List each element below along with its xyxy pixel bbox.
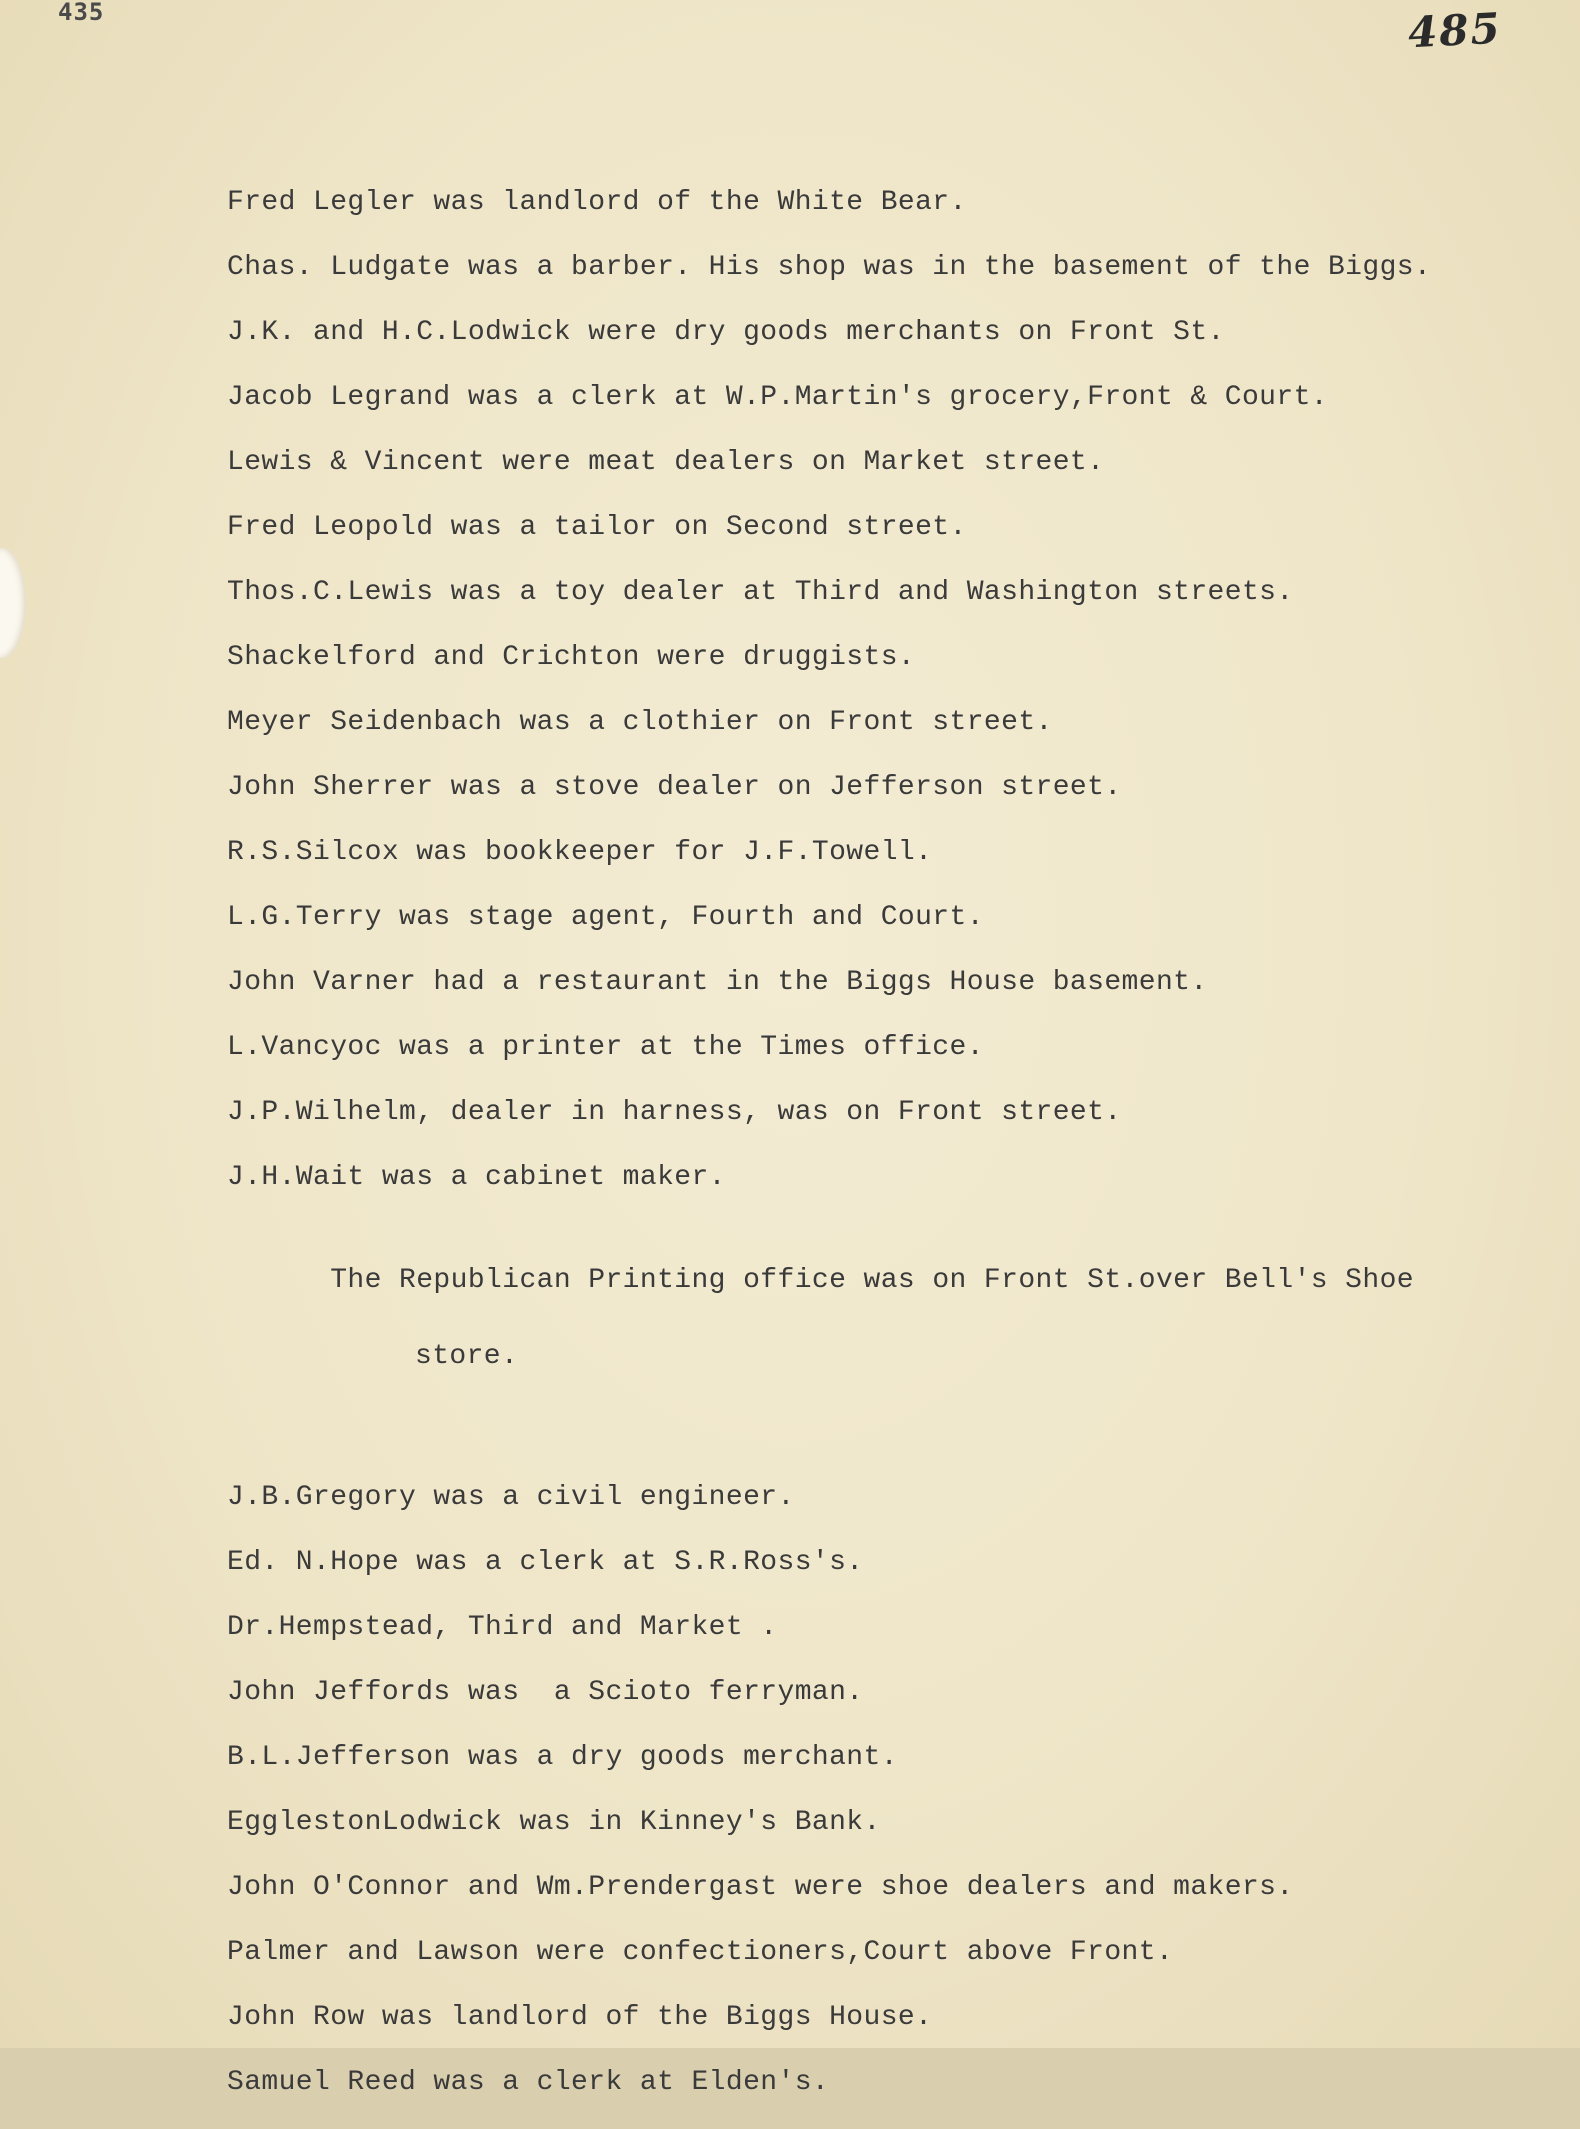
entry-line: John Varner had a restaurant in the Biggs House basement. xyxy=(227,967,1208,998)
entry-line: Fred Leopold was a tailor on Second street. xyxy=(227,512,967,543)
entry-line: John Sherrer was a stove dealer on Jefferson street. xyxy=(227,772,1122,803)
entry-line: J.K. and H.C.Lodwick were dry goods merchants on Front St. xyxy=(227,317,1225,348)
entry-line: Ed. N.Hope was a clerk at S.R.Ross's. xyxy=(227,1547,864,1578)
entry-line-wrapped xyxy=(227,1224,1567,1452)
entry-line: J.B.Gregory was a civil engineer. xyxy=(227,1482,795,1513)
entry-line: Fred Legler was landlord of the White Bear. xyxy=(227,187,967,218)
entry-line: L.Vancyoc was a printer at the Times office. xyxy=(227,1032,984,1063)
entry-line: John Row was landlord of the Biggs House. xyxy=(227,2002,933,2033)
entry-line: L.G.Terry was stage agent, Fourth and Court. xyxy=(227,902,984,933)
entry-line: John O'Connor and Wm.Prendergast were shoe dealers and makers. xyxy=(227,1872,1294,1903)
entry-line: Thos.C.Lewis was a toy dealer at Third and Washington streets. xyxy=(227,577,1294,608)
entry-line: Palmer and Lawson were confectioners,Court above Front. xyxy=(227,1937,1174,1968)
entry-line: Jacob Legrand was a clerk at W.P.Martin's grocery,Front & Court. xyxy=(227,382,1328,413)
entry-line: Dr.Hempstead, Third and Market . xyxy=(227,1612,778,1643)
entry-line: Samuel Reed was a clerk at Elden's. xyxy=(227,2067,830,2098)
handwritten-page-number: 485 xyxy=(1406,3,1503,58)
entry-line: J.H.Wait was a cabinet maker. xyxy=(227,1162,726,1193)
typed-page-number: 435 xyxy=(58,0,105,26)
entry-line: B.L.Jefferson was a dry goods merchant. xyxy=(227,1742,898,1773)
entry-line-first: The Republican Printing office was on Front St.over Bell's Shoe xyxy=(330,1265,1414,1296)
typed-entries xyxy=(227,184,1567,2129)
entry-line: John Jeffords was a Scioto ferryman. xyxy=(227,1677,864,1708)
entry-line: EgglestonLodwick was in Kinney's Bank. xyxy=(227,1807,881,1838)
entry-line: Shackelford and Crichton were druggists. xyxy=(227,642,916,673)
entry-line: R.S.Silcox was bookkeeper for J.F.Towell. xyxy=(227,837,933,868)
entry-line: Lewis & Vincent were meat dealers on Market street. xyxy=(227,447,1105,478)
punch-hole xyxy=(0,548,26,658)
entry-line-continuation: store. xyxy=(415,1341,519,1372)
entry-line: J.P.Wilhelm, dealer in harness, was on Front street. xyxy=(227,1097,1122,1128)
entry-line: Chas. Ludgate was a barber. His shop was in the basement of the Biggs. xyxy=(227,252,1432,283)
entry-line: Meyer Seidenbach was a clothier on Front street. xyxy=(227,707,1053,738)
